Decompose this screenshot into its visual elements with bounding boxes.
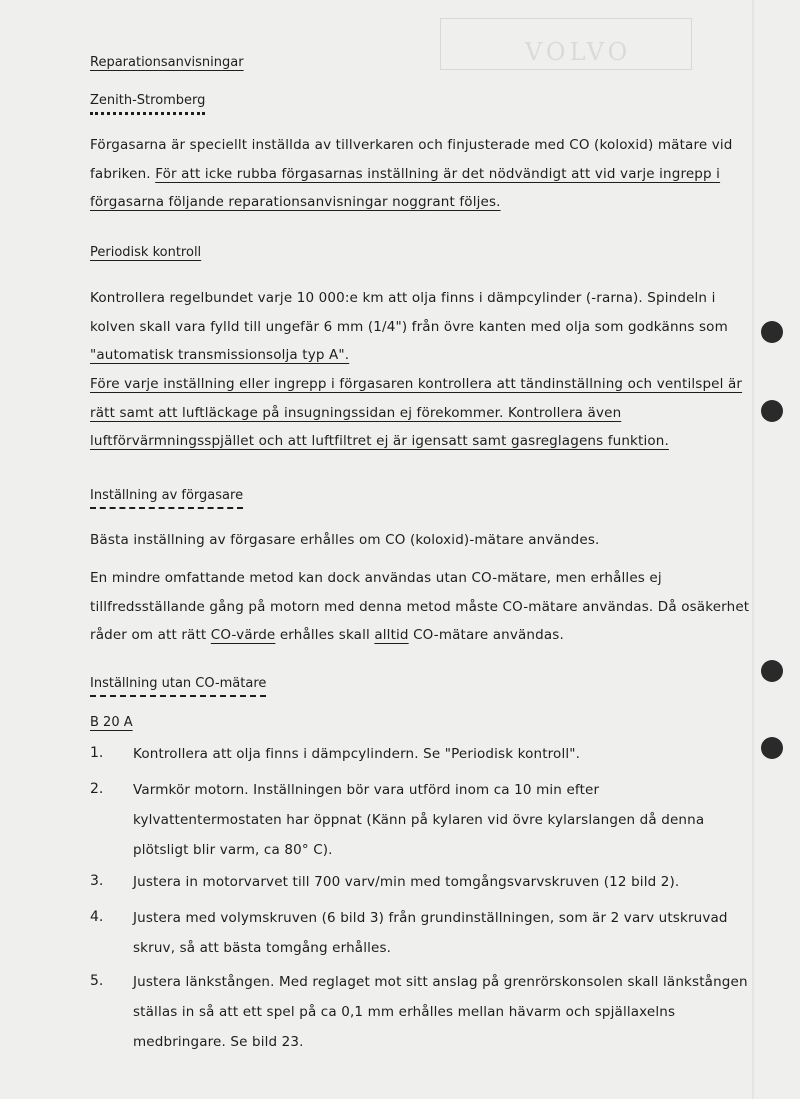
- document-title: Reparationsanvisningar: [90, 55, 244, 70]
- step-number: 1.: [90, 745, 104, 761]
- step-number: 4.: [90, 909, 104, 925]
- adjust-text-co-value: CO-värde: [210, 627, 276, 643]
- section-heading-periodic: Periodisk kontroll: [90, 245, 202, 260]
- binder-hole: [761, 400, 783, 422]
- step-text: Justera med volymskruven (6 bild 3) från grundinställningen, som är 2 varv utskruvad skruv, så att bästa tomgång erhålles.: [133, 910, 728, 956]
- intro-text: Förgasarna är speciellt inställda av tillverkaren och finjusterade med CO (koloxid) mätare vid fabriken.: [90, 137, 733, 182]
- periodic-paragraph-2: [90, 370, 750, 456]
- binder-hole: [761, 660, 783, 682]
- section-heading-adjustment: Inställning av förgasare: [90, 486, 243, 509]
- step-text: Justera in motorvarvet till 700 varv/min med tomgångsvarvskruven (12 bild 2).: [133, 874, 680, 890]
- periodic-text-2: Före varje inställning eller ingrepp i förgasaren kontrollera att tändinställning och ventilspel är rätt samt att luftläckage på insugningssidan ej förekommer. Kontrollera även luftförvärmningsspjället och att luftfiltret ej är igensatt samt gasreglagens funktion.: [90, 376, 743, 449]
- page-edge-shadow: [752, 0, 754, 1099]
- adjust-text-a: En mindre omfattande metod kan dock användas utan CO-mätare, men erhålles ej tillfredsställande gång på motorn med denna metod måste CO-mätare användas. Då osäkerhet råder om att rätt: [90, 570, 750, 643]
- model-subheading: B 20 A: [90, 715, 133, 730]
- step-text: Kontrollera att olja finns i dämpcylindern. Se "Periodisk kontroll".: [133, 746, 581, 762]
- step-text: Varmkör motorn. Inställningen bör vara utförd inom ca 10 min efter kylvattentermostaten har öppnat (Känn på kylaren vid övre kylarslangen då denna plötsligt blir varm, ca 80° C).: [133, 782, 705, 858]
- periodic-paragraph-1: [90, 284, 750, 370]
- periodic-text-1: Kontrollera regelbundet varje 10 000:e km att olja finns i dämpcylinder (-rarna). Spindeln i kolven skall vara fylld till ungefär 6 mm (1/4") från övre kanten med olja som godkänns som: [90, 290, 728, 335]
- adjust-text-c: CO-mätare användas.: [408, 627, 564, 643]
- intro-paragraph: [90, 131, 750, 217]
- step-text: Justera länkstången. Med reglaget mot sitt anslag på grenrörskonsolen skall länkstången ställas in så att ett spel på ca 0,1 mm erhålles mellan hävarm och spjällaxelns medbringare. Se bild 23.: [133, 974, 748, 1050]
- adjust-paragraph-1: Bästa inställning av förgasare erhålles om CO (koloxid)-mätare användes.: [90, 532, 600, 548]
- adjust-paragraph-2: [90, 564, 750, 650]
- step-number: 2.: [90, 781, 104, 797]
- adjust-text-always: alltid: [374, 627, 409, 643]
- periodic-text-1-underlined: "automatisk transmissionsolja typ A".: [90, 347, 350, 363]
- binder-hole: [761, 737, 783, 759]
- step-number: 3.: [90, 873, 104, 889]
- step-number: 5.: [90, 973, 104, 989]
- intro-underlined-text: För att icke rubba förgasarnas inställning är det nödvändigt att vid varje ingrepp i förgasarna följande reparationsanvisningar noggrant följes.: [90, 165, 721, 210]
- adjust-text-b: erhålles skall: [275, 627, 375, 643]
- section-heading-no-co: Inställning utan CO-mätare: [90, 674, 266, 697]
- binder-hole: [761, 321, 783, 343]
- document-subtitle: Zenith-Stromberg: [90, 91, 205, 115]
- bleed-through-logo: VOLVO: [525, 38, 632, 66]
